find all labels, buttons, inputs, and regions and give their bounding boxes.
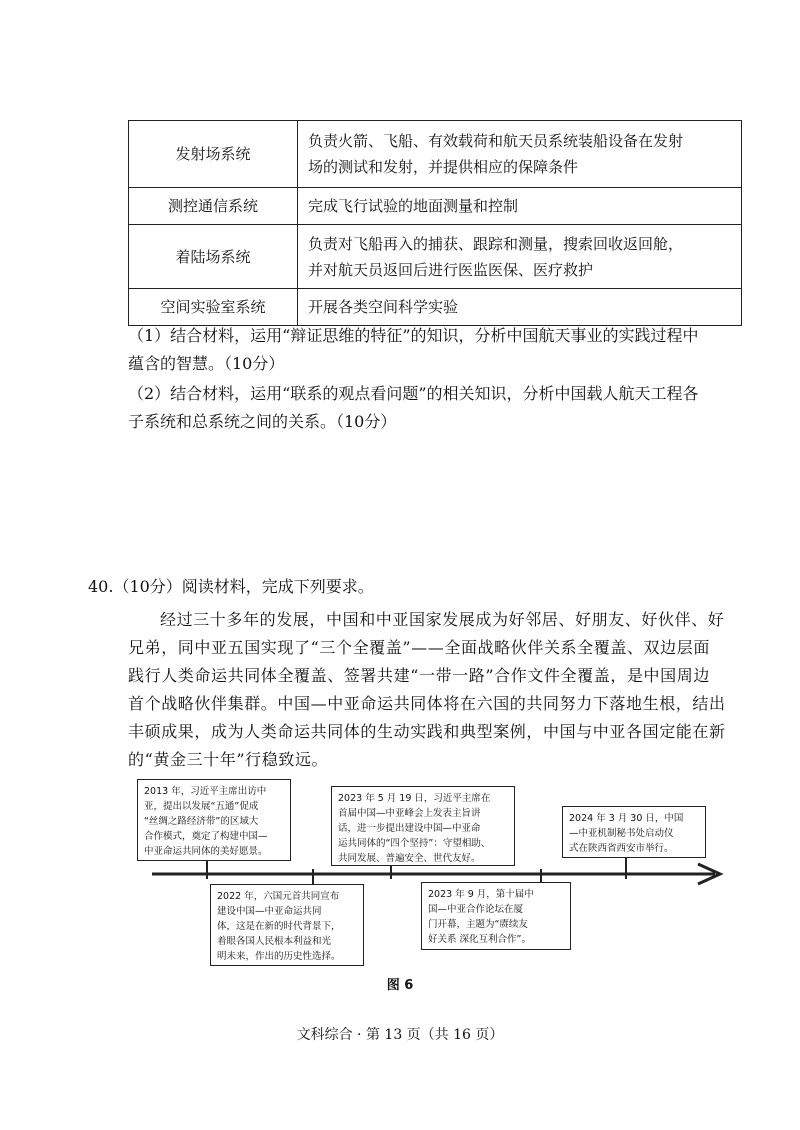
event-line: 2013 年，习近平主席出访中	[144, 786, 267, 797]
event-line: 好关系 深化互利合作”。	[428, 934, 531, 945]
material-line: 兄弟，同中亚五国实现了“三个全覆盖”——全面战略伙伴关系全覆盖、双边层面	[128, 638, 710, 657]
system-description	[298, 225, 742, 289]
event-line: 合作模式，奠定了构建中国—	[144, 831, 268, 842]
connector-line	[390, 866, 392, 874]
event-line: —中亚机制秘书处启动仪	[569, 828, 674, 839]
figure-caption: 图 6	[386, 978, 414, 993]
event-line: 明未来，作出的历史性选择。	[217, 951, 341, 962]
question-39-1	[128, 322, 768, 378]
question-39-2	[128, 380, 768, 436]
event-line: 运共同体的“四个坚持”：守望相助、	[338, 838, 491, 849]
material-line: 首个战略伙伴集群。中国—中亚命运共同体将在六国的共同努力下落地生根，结出	[128, 694, 726, 713]
event-line: 式在陕西省西安市举行。	[569, 843, 674, 854]
system-description	[298, 121, 742, 188]
table-row	[129, 188, 742, 225]
timeline-event-2013	[137, 779, 291, 861]
event-line: 亚，提出以发展“五通”促成	[144, 801, 259, 812]
question-40-material	[128, 606, 768, 774]
system-name: 空间实验室系统	[129, 289, 298, 326]
system-name: 发射场系统	[129, 121, 298, 188]
question-line: 蕴含的智慧。（10分）	[128, 354, 285, 373]
connector-line	[625, 856, 627, 874]
connector-line	[206, 860, 208, 874]
desc-line: 场的测试和发射，并提供相应的保障条件	[308, 158, 579, 176]
desc-line: 负责对飞船再入的捕获、跟踪和测量，搜索回收返回舱，	[308, 234, 684, 253]
event-line: 2022 年，六国元首共同宣布	[217, 891, 340, 902]
material-line: 丰硕成果，成为人类命运共同体的生动实践和典型案例，中国与中亚各国定能在新	[128, 722, 726, 741]
material-line: 践行人类命运共同体全覆盖、签署共建“一带一路”合作文件全覆盖，是中国周边	[128, 666, 710, 685]
system-name: 测控通信系统	[129, 188, 298, 225]
material-line: 的“黄金三十年”行稳致远。	[128, 750, 329, 769]
material-line: 经过三十多年的发展，中国和中亚国家发展成为好邻居、好朋友、好伙伴、好	[160, 610, 725, 629]
event-line: “丝绸之路经济带”的区域大	[144, 816, 259, 827]
event-line: 2023 年 5 月 19 日，习近平主席在	[338, 793, 491, 804]
timeline-event-2024	[562, 806, 706, 858]
event-line: 首届中国—中亚峰会上发表主旨讲	[338, 808, 481, 819]
page-footer: 文科综合 · 第 13 页（共 16 页）	[296, 1027, 504, 1043]
table-row	[129, 289, 742, 326]
question-line: （1）结合材料，运用“辩证思维的特征”的知识，分析中国航天事业的实践过程中	[128, 326, 699, 345]
system-name: 着陆场系统	[129, 225, 298, 289]
event-line: 国—中亚合作论坛在厦	[428, 904, 524, 915]
system-description	[298, 289, 742, 326]
desc-line: 并对航天员返回后进行医监医保、医疗救护	[308, 260, 594, 279]
desc-line: 开展各类空间科学实验	[308, 298, 459, 316]
event-line: 门开幕，主题为“赓续友	[428, 919, 528, 930]
question-40-header: 40.（10分）阅读材料，完成下列要求。	[88, 577, 374, 596]
table-row	[129, 225, 742, 289]
event-line: 2024 年 3 月 30 日，中国	[569, 813, 684, 824]
question-line: 子系统和总系统之间的关系。（10分）	[128, 412, 397, 431]
event-line: 建设中国—中亚命运共同	[217, 906, 322, 917]
event-line: 共同发展、普遍安全、世代友好。	[338, 853, 481, 864]
event-line: 中亚命运共同体的美好愿景。	[144, 846, 268, 857]
connector-line	[540, 874, 542, 882]
connector-line	[312, 874, 314, 884]
desc-line: 负责火箭、飞船、有效载荷和航天员系统装船设备在发射	[308, 132, 684, 150]
timeline-event-2023-09	[421, 882, 571, 950]
timeline-event-2022	[210, 884, 364, 966]
event-line: 着眼各国人民根本利益和光	[217, 936, 332, 947]
system-description	[298, 188, 742, 225]
timeline-event-2023-05	[331, 786, 515, 866]
desc-line: 完成飞行试验的地面测量和控制	[308, 197, 519, 215]
event-line: 话，进一步提出建设中国—中亚命	[338, 823, 481, 834]
event-line: 体，这是在新的时代背景下，	[217, 921, 341, 932]
question-line: （2）结合材料，运用“联系的观点看问题”的相关知识，分析中国载人航天工程各	[128, 384, 699, 403]
systems-table	[128, 120, 742, 326]
event-line: 2023 年 9 月，第十届中	[428, 889, 534, 900]
table-row	[129, 121, 742, 188]
